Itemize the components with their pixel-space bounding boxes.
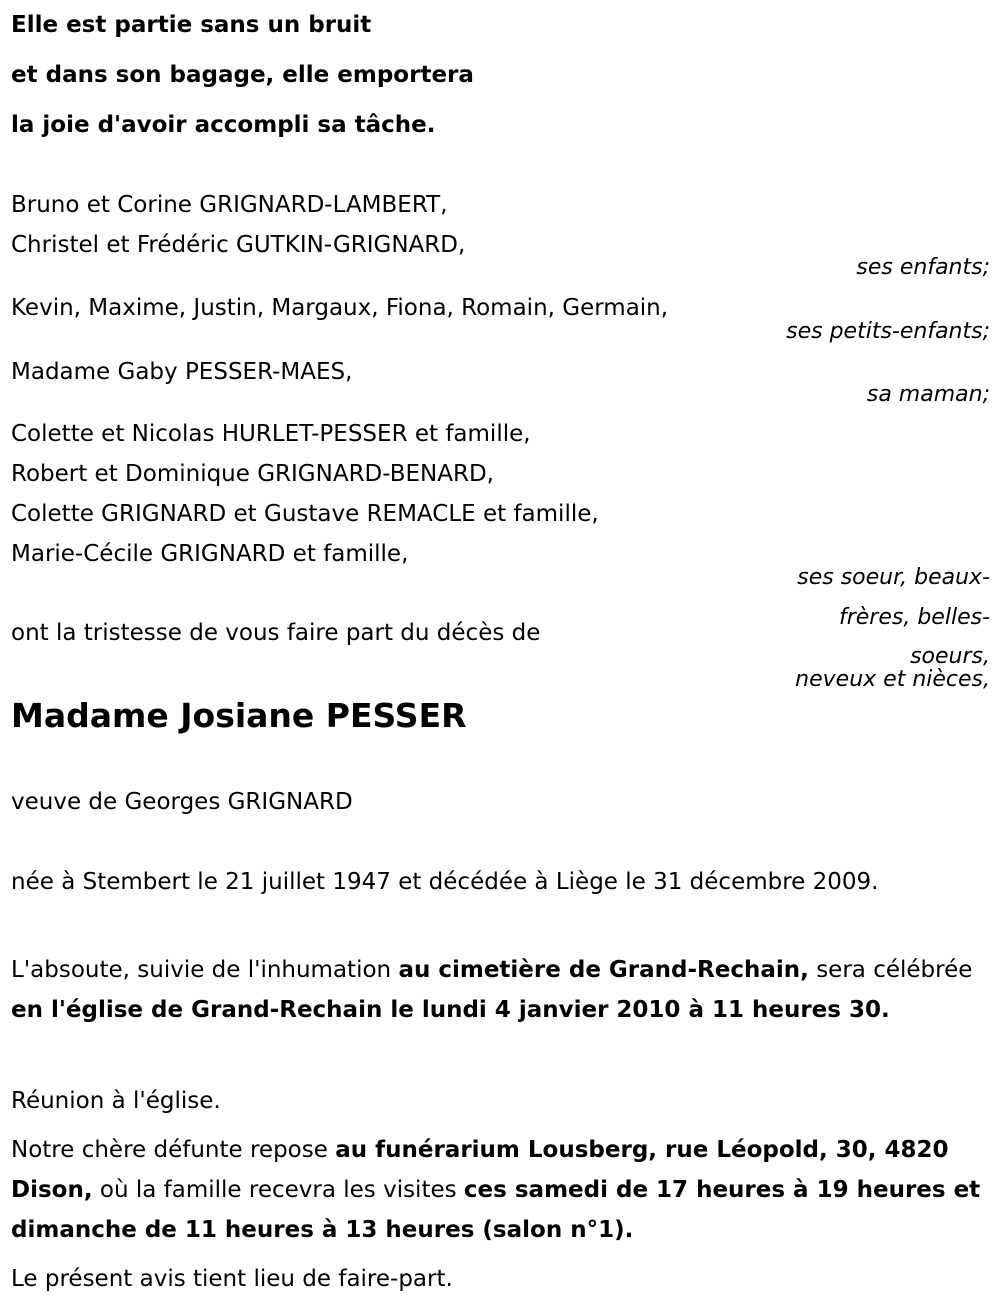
meeting: Réunion à l'église.: [11, 1088, 221, 1114]
visits-text: où la famille recevra les visites: [92, 1177, 464, 1203]
birth-death: née à Stembert le 21 juillet 1947 et décédée à Liège le 31 décembre 2009.: [11, 869, 879, 895]
family-line: Madame Gaby PESSER-MAES,: [11, 359, 353, 385]
poem-line: Elle est partie sans un bruit: [11, 12, 372, 38]
family-line: Colette et Nicolas HURLET-PESSER et famille,: [11, 421, 531, 447]
deceased-name: Madame Josiane PESSER: [11, 696, 467, 735]
family-role: ses petits-enfants;: [786, 319, 990, 344]
ceremony-text: L'absoute, suivie de l'inhumation: [11, 957, 399, 983]
family-role: frères, belles-: [838, 605, 990, 630]
family-line: Kevin, Maxime, Justin, Margaux, Fiona, Romain, Germain,: [11, 295, 669, 321]
family-line: Robert et Dominique GRIGNARD-BENARD,: [11, 461, 494, 487]
family-line: Christel et Frédéric GUTKIN-GRIGNARD,: [11, 232, 466, 258]
family-role: neveux et nièces,: [795, 667, 990, 692]
poem-line: et dans son bagage, elle emportera: [11, 62, 474, 88]
family-line: Bruno et Corine GRIGNARD-LAMBERT,: [11, 192, 448, 218]
family-role: sa maman;: [866, 382, 990, 407]
family-role: ses soeur, beaux-: [797, 565, 990, 590]
announcement: ont la tristesse de vous faire part du décès de: [11, 620, 541, 646]
closing: Le présent avis tient lieu de faire-part.: [11, 1266, 453, 1292]
family-line: Colette GRIGNARD et Gustave REMACLE et famille,: [11, 501, 599, 527]
poem-line: la joie d'avoir accompli sa tâche.: [11, 112, 436, 138]
family-role: soeurs,: [910, 644, 990, 669]
ceremony-text: sera célébrée: [808, 957, 973, 983]
funeral-home: au funérarium Lousberg, rue Léopold, 30, 4820 Dison,: [11, 1137, 949, 1203]
ceremony-paragraph: [11, 950, 991, 1030]
family-line: Marie-Cécile GRIGNARD et famille,: [11, 541, 409, 567]
ceremony-place: au cimetière de Grand-Rechain,: [398, 957, 809, 983]
visits-paragraph: [11, 1130, 991, 1250]
ceremony-date: en l'église de Grand-Rechain le lundi 4 janvier 2010 à 11 heures 30.: [11, 997, 890, 1023]
family-role: ses enfants;: [856, 255, 990, 280]
visit-hours: ces samedi de 17 heures à 19 heures et dimanche de 11 heures à 13 heures (salon n°1).: [11, 1177, 981, 1243]
widow-of: veuve de Georges GRIGNARD: [11, 789, 353, 815]
visits-text: Notre chère défunte repose: [11, 1137, 336, 1163]
